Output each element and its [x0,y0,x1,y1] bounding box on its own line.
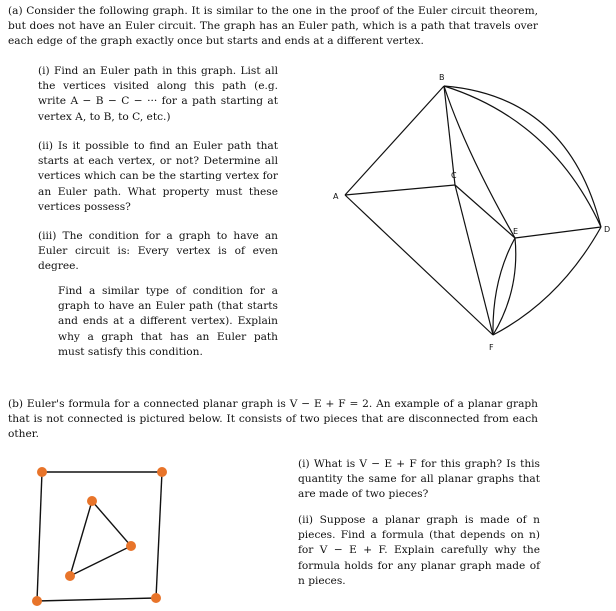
inner-edge-1 [92,501,131,546]
edge-b-d-inner [444,86,601,227]
vertex-inner-top [87,496,97,506]
part-a-question-iii: (iii) The condition for a graph to have an Euler circuit is: Every vertex is of even degree. [38,230,278,273]
vertex-outer-top-right [157,467,167,477]
vertex-label-c: C [451,171,457,180]
edge-a-f [345,195,493,335]
vertex-inner-right [126,541,136,551]
edge-e-f-right [493,238,516,335]
vertex-label-b: B [439,73,445,82]
vertex-label-f: F [489,343,494,352]
inner-edge-2 [70,546,131,576]
planar-graph-edges [37,472,162,601]
outer-edge-right [156,472,162,598]
vertex-outer-bottom-left [32,596,42,606]
part-a-question-ii: (ii) Is it possible to find an Euler path that starts at each vertex, or not? Determine all vertices which can be the starting vertex for an Euler path. What property must these vertices possess? [38,140,278,213]
vertex-outer-bottom-right [151,593,161,603]
edge-a-b [345,86,444,195]
edge-b-d-outer [444,86,601,227]
outer-edge-bottom [37,598,156,601]
part-b-intro: (b) Euler's formula for a connected planar graph is V − E + F = 2. An example of a planar graph that is not connected is pictured below. It consists of two pieces that are disconnected from each other. [8,398,538,441]
outer-edge-left [37,472,42,601]
edge-c-e [455,185,515,238]
vertex-outer-top-left [37,467,47,477]
edge-c-f [455,185,493,335]
part-b-question-ii: (ii) Suppose a planar graph is made of n pieces. Find a formula (that depends on n) for V − E + F. Explain carefully why the formula holds for any planar graph made of n pieces. [298,514,540,587]
vertex-label-d: D [604,225,611,234]
part-a-question-i: (i) Find an Euler path in this graph. List all the vertices visited along this path (e.g. write A − B − C − ··· for a path starting at vertex A, to B, to C, etc.) [38,65,278,123]
inner-edge-3 [70,501,92,576]
euler-graph-edges [345,86,601,335]
vertex-inner-bottom [65,571,75,581]
part-b-question-i: (i) What is V − E + F for this graph? Is this quantity the same for all planar graphs that are made of two pieces? [298,458,540,501]
edge-e-f-left [493,238,515,335]
edge-f-d [493,227,601,335]
vertex-label-a: A [333,192,339,201]
edge-e-d [515,227,601,238]
part-a-intro: (a) Consider the following graph. It is similar to the one in the proof of the Euler circuit theorem, but does not have an Euler circuit. The graph has an Euler path, which is a path that travels over each edge of the graph exactly once but starts and ends at a different vertex. [8,5,538,48]
edge-a-c [345,185,455,195]
planar-graph-vertices [32,467,167,606]
edge-b-e [444,86,515,238]
part-a-question-iii-detail: Find a similar type of condition for a graph to have an Euler path (that starts and ends at a different vertex). Explain why a graph that has an Euler path must satisfy this condition. [58,285,278,358]
vertex-label-e: E [513,227,519,236]
